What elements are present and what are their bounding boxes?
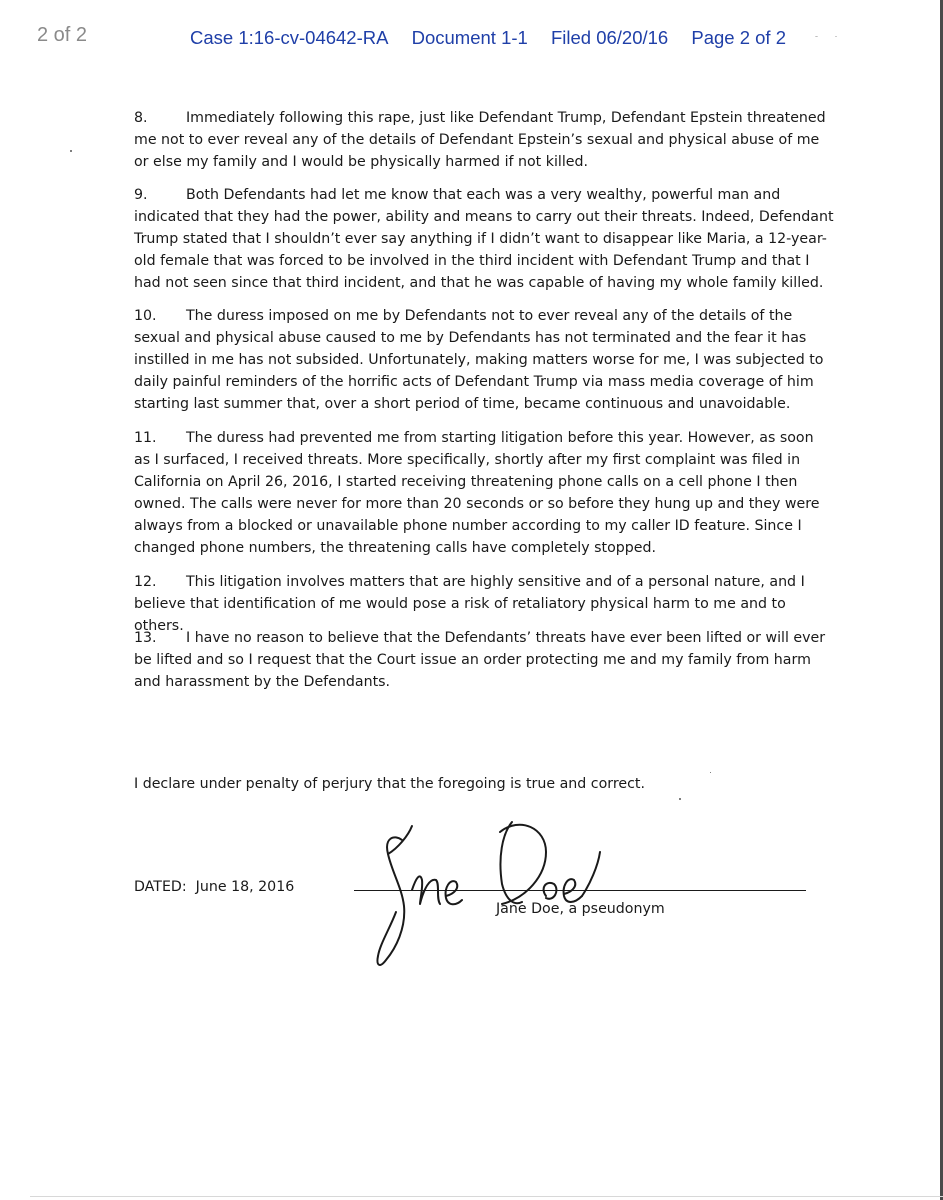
paragraph-number: 10. xyxy=(134,308,157,324)
scan-speck xyxy=(835,36,837,37)
paragraph-10 xyxy=(134,305,834,415)
paragraph-text: Immediately following this rape, just like Defendant Trump, Defendant Epstein threatened me not to ever reveal any of the details of Defendant Epstein’s sexual and physical abuse of me or else my family and I would be physically harmed if not killed. xyxy=(134,110,826,170)
page-of-pages: Page 2 of 2 xyxy=(691,27,786,48)
case-number: Case 1:16-cv-04642-RA xyxy=(190,27,389,48)
paragraph-text: Both Defendants had let me know that each was a very wealthy, powerful man and indicated that they had the power, ability and means to carry out their threats. Indeed, Defendant Trump stated that I shouldn’t ever say anything if I didn’t want to disappear like Maria, a 12-year-old female that was forced to be involved in the third incident with Defendant Trump and that I had not seen since that third incident, and that he was capable of having my whole family killed. xyxy=(134,187,834,291)
dated-value: June 18, 2016 xyxy=(195,879,295,895)
dated-label: DATED: xyxy=(134,879,187,895)
signature-printed-name: Jane Doe, a pseudonym xyxy=(496,901,665,917)
paragraph-number: 9. xyxy=(134,187,148,203)
paragraph-13 xyxy=(134,627,834,693)
paragraph-number: 11. xyxy=(134,430,157,446)
paragraph-number: 12. xyxy=(134,574,157,590)
page-counter: 2 of 2 xyxy=(37,24,88,46)
paragraph-11 xyxy=(134,427,834,559)
paragraph-9 xyxy=(134,184,834,294)
scan-speck xyxy=(679,798,681,800)
paragraph-8 xyxy=(134,107,834,173)
paragraph-text: The duress had prevented me from starting litigation before this year. However, as soon as I surfaced, I received threats. More specifically, shortly after my first complaint was filed in California on April 26, 2016, I started receiving threatening phone calls on a cell phone I then owned. The calls were never for more than 20 seconds or so before they hung up and they were always from a blocked or unavailable phone number according to my caller ID feature. Since I changed phone numbers, the threatening calls have completely stopped. xyxy=(134,430,820,556)
paragraph-text: I have no reason to believe that the Defendants’ threats have ever been lifted or will ever be lifted and so I request that the Court issue an order protecting me and my family from harm and harassment by the Defendants. xyxy=(134,630,826,690)
scan-speck xyxy=(710,772,711,773)
filed-date: Filed 06/20/16 xyxy=(550,27,669,48)
page-bottom-edge xyxy=(30,1196,943,1197)
case-header xyxy=(190,27,786,49)
document-number: Document 1-1 xyxy=(411,27,528,48)
dated-line xyxy=(134,876,294,898)
paragraph-text: The duress imposed on me by Defendants not to ever reveal any of the details of the sexual and physical abuse caused to me by Defendants has not terminated and the fear it has instilled in me has not subsided. Unfortunately, making matters worse for me, I was subjected to daily painful reminders of the horrific acts of Defendant Trump via mass media coverage of him starting last summer that, over a short period of time, became continuous and unavoidable. xyxy=(134,308,824,412)
paragraph-number: 8. xyxy=(134,110,148,126)
handwritten-signature xyxy=(350,808,630,978)
scan-speck xyxy=(815,36,818,37)
paragraph-text: This litigation involves matters that are highly sensitive and of a personal nature, and I believe that identification of me would pose a risk of retaliatory physical harm to me and to others. xyxy=(134,574,805,634)
perjury-declaration: I declare under penalty of perjury that the foregoing is true and correct. xyxy=(134,776,645,792)
paragraph-number: 13. xyxy=(134,630,157,646)
scan-speck xyxy=(70,150,72,152)
